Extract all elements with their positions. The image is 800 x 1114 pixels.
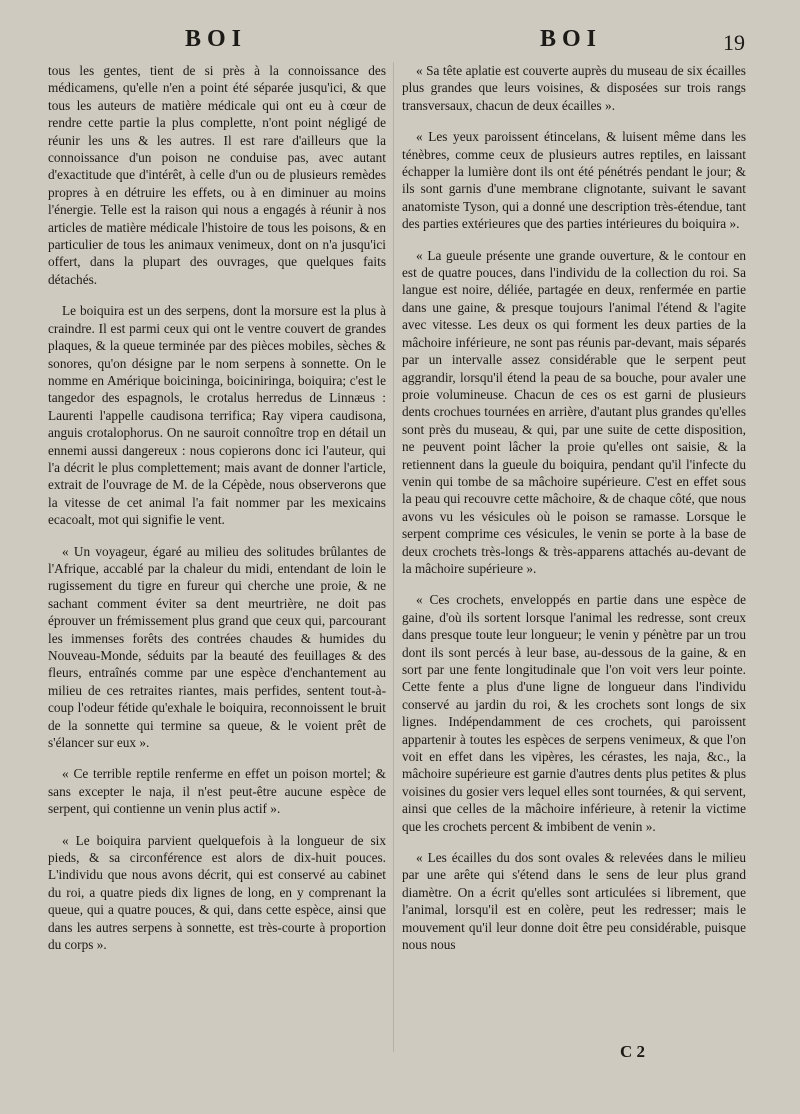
running-head-right: BOI xyxy=(540,26,603,52)
page-number: 19 xyxy=(723,30,745,55)
paragraph: « Sa tête aplatie est couverte auprès du museau de six écailles plus grandes que leurs voisines, & disposées sur trois rangs transversaux, chacun de deux écailles ». xyxy=(402,63,746,113)
paragraph: Le boiquira est un des serpens, dont la morsure est la plus à craindre. Il est parmi ceux qui ont le ventre couvert de grandes plaques, & la queue terminée par des pièces mobiles, sèches & sonores, qu'on désigne par le nom serpens à sonnette. On le nomme en Amérique boicininga, boiciniringa, boiquira; c'est le tangedor des espagnols, le crotalus herredus de Linnæus : Laurenti l'appelle caudisona terrifica; Ray vipera caudisona, anguis crotalophorus. On ne sauroit connoître trop en détail un ennemi aussi dangereux : nous copierons donc ici l'auteur, qui l'a décrit le plus complettement; mais avant de donner l'article, extrait de l'ouvrage de M. de la Cépède, nous observerons que la vitesse de cet animal l'a fait nommer par les mexicains ecacoalt, mot qui signifie le vent. xyxy=(48,303,386,528)
paragraph: « Ce terrible reptile renferme en effet un poison mortel; & sans excepter le naja, il n'est peut-être aucune espèce de serpent, qui contienne un venin plus actif ». xyxy=(48,766,386,817)
right-column xyxy=(402,62,746,962)
paragraph: « Ces crochets, enveloppés en partie dans une espèce de gaine, d'où ils sortent lorsque l'animal les redresse, sont creux dans presque toute leur longueur; le venin y pénètre par un trou dont ils sont percés à leur base, au-dessous de la gaine, & en sort par une fente longitudinale que l'on voit vers leur pointe. Cette fente a plus d'une ligne de longueur dans l'individu conservé au jardin du roi, & les crochets sont longs de six lignes. Indépendamment de ces crochets, qui paroissent appartenir à toutes les espèces de serpens venimeux, & que l'on voit en effet dans les vipères, les cérastes, les naja, &c., la mâchoire supérieure est garnie d'autres dents plus petites & plus voisines du gosier vers lequel elles sont tournées, & qui servent, ainsi que celles de la mâchoire inférieure, à retenir la victime que les crochets percent & imbibent de venin ». xyxy=(402,592,746,834)
running-head-left: BOI xyxy=(185,26,248,52)
paragraph: tous les gentes, tient de si près à la connoissance des médicamens, qu'elle n'en a point été séparée jusqu'ici, & que tous les auteurs de matière médicale qui ont eu à cœur de rendre cette partie la plus complette, n'ont point négligé de réunir les uns & les autres. Il est rare d'ailleurs que la connoissance d'un poison ne conduise pas, avec autant d'exactitude que d'intérêt, à celle d'un ou de plusieurs remèdes propres à en détruire les effets, ou à en diminuer au moins l'énergie. Telle est la raison qui nous a engagés à réunir à nos articles de matière médicale l'histoire de tous les poisons, & en particulier de tous les animaux venimeux, dont on n'a jusqu'ici offert, dans la plupart des ouvrages, que quelques faits détachés. xyxy=(48,63,386,287)
signature-mark: C 2 xyxy=(620,1042,646,1061)
paragraph: « Les écailles du dos sont ovales & relevées dans le milieu par une arête qui s'étend dans le sens de leur plus grand diamètre. On a écrit qu'elles sont articulées si librement, que l'animal, lorsqu'il est en colère, peut les redresser; mais le mouvement qu'il leur donne doit être peu considérable, puisque nous nous xyxy=(402,850,746,953)
paragraph: « Les yeux paroissent étincelans, & luisent même dans les ténèbres, comme ceux de plusieurs autres reptiles, en laissant échapper la lumière dont ils ont été pénétrés pendant le jour; & ils sont garnis d'une membrane clignotante, suivant le savant anatomiste Tyson, qui a donné une description très-étendue, tant des parties extérieures que des parties intérieures du boiquira ». xyxy=(402,129,746,232)
paragraph: « La gueule présente une grande ouverture, & le contour en est de quatre pouces, dans l'individu de la collection du roi. Sa langue est noire, déliée, partagée en deux, renfermée en partie dans une gaine, & presque toujours l'animal l'étend & l'agite avec vitesse. Les deux os qui forment les deux parties de la mâchoire inférieure, ne sont pas réunis par-devant, mais séparés par un intervalle assez considérable que le serpent peut aggrandir, lorsqu'il étend la peau de sa bouche, pour avaler une proie volumineuse. Chacun de ces os est garni de plusieurs dents crochues tournées en arrière, d'autant plus grandes qu'elles sont près du museau, & qui, par une suite de cette disposition, ne peuvent point lâcher la proie qu'elles ont saisie, & la retiennent dans la gueule du boiquira, pendant qu'il l'infecte du venin qui tombe de sa mâchoire supérieure. C'est en effet sous la peau qui recouvre cette mâchoire, & de chaque côté, que nous avons vu les vésicules où le poison se ramasse. Lorsque le serpent comprime ces vésicules, le venin se porte à la base de deux crochets très-longs & très-apparens attachés au-devant de la mâchoire supérieure ». xyxy=(402,247,746,576)
paragraph: « Le boiquira parvient quelquefois à la longueur de six pieds, & sa circonférence est alors de dix-huit pouces. L'individu que nous avons décrit, qui est conservé au cabinet du roi, a quatre pieds dix lignes de long, en y comprenant la queue, qui a quatre pouces, & qui, dans cette espèce, ainsi que dans les autres serpens à sonnette, est très-courte à proportion du corps ». xyxy=(48,832,386,953)
column-divider xyxy=(393,62,394,1052)
left-column xyxy=(48,62,386,962)
paragraph: « Un voyageur, égaré au milieu des solitudes brûlantes de l'Afrique, accablé par la chaleur du midi, entendant de loin le rugissement du tigre en fureur qui cherche une proie, & ne sachant comment éviter sa dent meurtrière, ne doit pas éprouver un frémissement plus grand que ceux qui, parcourant les immenses forêts des contrées chaudes & humides du Nouveau-Monde, séduits par la beauté des feuillages & des fleurs, entraînés comme par une espèce d'enchantement au milieu de ces retraites riantes, mais perfides, sentent tout-à-coup l'odeur fétide qu'exhale le boiquira, reconnoissent le bruit de la sonnette qui termine sa queue, & le voient prêt de s'élancer sur eux ». xyxy=(48,543,386,751)
